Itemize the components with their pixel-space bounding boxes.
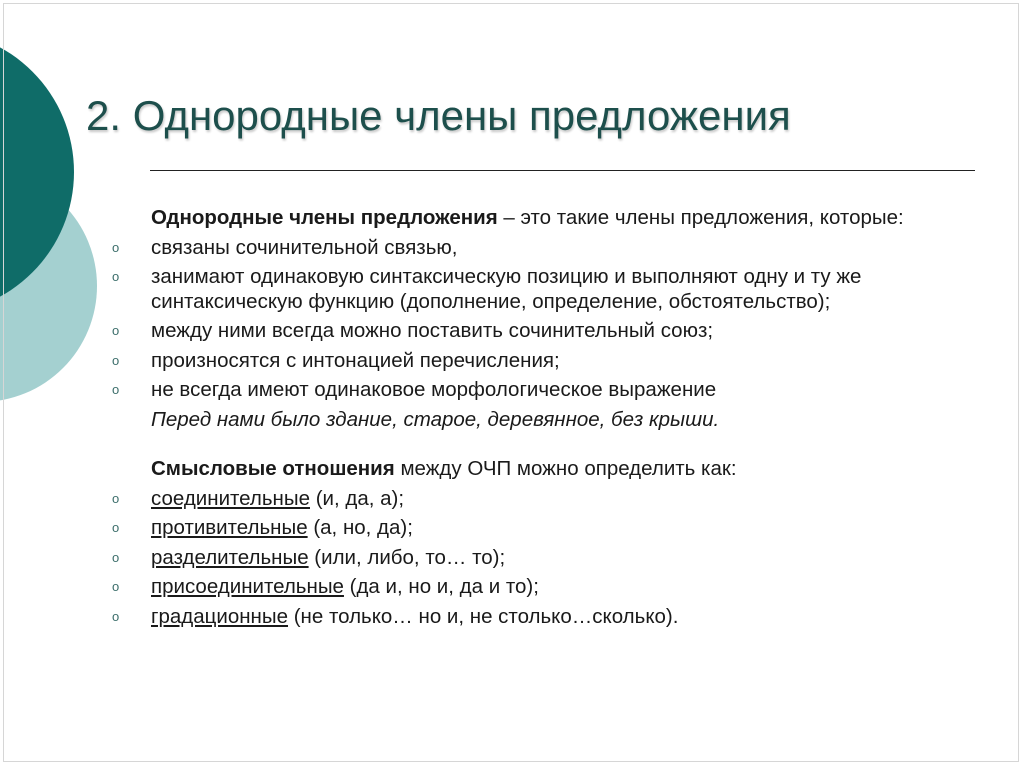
definition-paragraph (112, 206, 992, 231)
relation-item (112, 575, 992, 600)
relations-text: между ОЧП можно определить как: (394, 457, 737, 480)
relations-term: Смысловые отношения (151, 457, 395, 480)
bullet-circle-icon: o (112, 549, 120, 565)
property-text: связаны сочинительной связью, (151, 235, 458, 259)
bullet-circle-icon: o (112, 323, 120, 338)
property-text: произносятся с интонацией перечисления; (151, 348, 560, 372)
relation-name: присоединительные (151, 575, 344, 598)
example-sentence: Перед нами было здание, старое, деревянное, без крыши. (151, 407, 720, 431)
bullet-circle-icon: o (112, 269, 120, 284)
property-text: не всегда имеют одинаковое морфологическое выражение (151, 378, 717, 401)
relation-item (112, 487, 992, 512)
property-item (112, 349, 992, 374)
property-item (112, 378, 992, 403)
relation-conjunctions: (и, да, а); (310, 486, 405, 510)
relation-name: противительные (151, 516, 308, 539)
property-text: занимают одинаковую синтаксическую позицию и выполняют одну и ту же синтаксическую функцию (дополнение, определение, обстоятельство); (151, 265, 862, 313)
bullet-circle-icon: o (112, 239, 120, 255)
bullet-circle-icon: o (112, 579, 120, 594)
title-divider (150, 170, 975, 171)
bullet-circle-icon: o (112, 520, 120, 535)
property-item (112, 319, 992, 344)
definition-text: – это такие члены предложения, которые: (497, 206, 904, 229)
relation-item (112, 605, 992, 630)
slide-title: 2. Однородные члены предложения (86, 92, 791, 139)
relation-name: разделительные (151, 545, 309, 569)
relation-conjunctions: (не только… но и, не столько…сколько). (288, 604, 679, 628)
relation-item (112, 516, 992, 541)
relation-item (112, 546, 992, 571)
relation-name: соединительные (151, 486, 310, 510)
property-item (112, 236, 992, 261)
bullet-circle-icon: o (112, 352, 120, 368)
relation-conjunctions: (а, но, да); (307, 516, 413, 539)
bullet-circle-icon: o (112, 382, 120, 397)
bullet-circle-icon: o (112, 608, 120, 624)
relation-name: градационные (151, 604, 289, 628)
relations-paragraph (112, 457, 992, 482)
property-text: между ними всегда можно поставить сочинительный союз; (151, 319, 714, 342)
definition-term: Однородные члены предложения (151, 206, 498, 229)
property-item (112, 265, 992, 314)
slide-body (112, 206, 992, 629)
relation-conjunctions: (да и, но и, да и то); (343, 575, 539, 598)
bullet-circle-icon: o (112, 490, 120, 506)
relation-conjunctions: (или, либо, то… то); (308, 545, 506, 569)
paragraph-gap (112, 432, 992, 457)
